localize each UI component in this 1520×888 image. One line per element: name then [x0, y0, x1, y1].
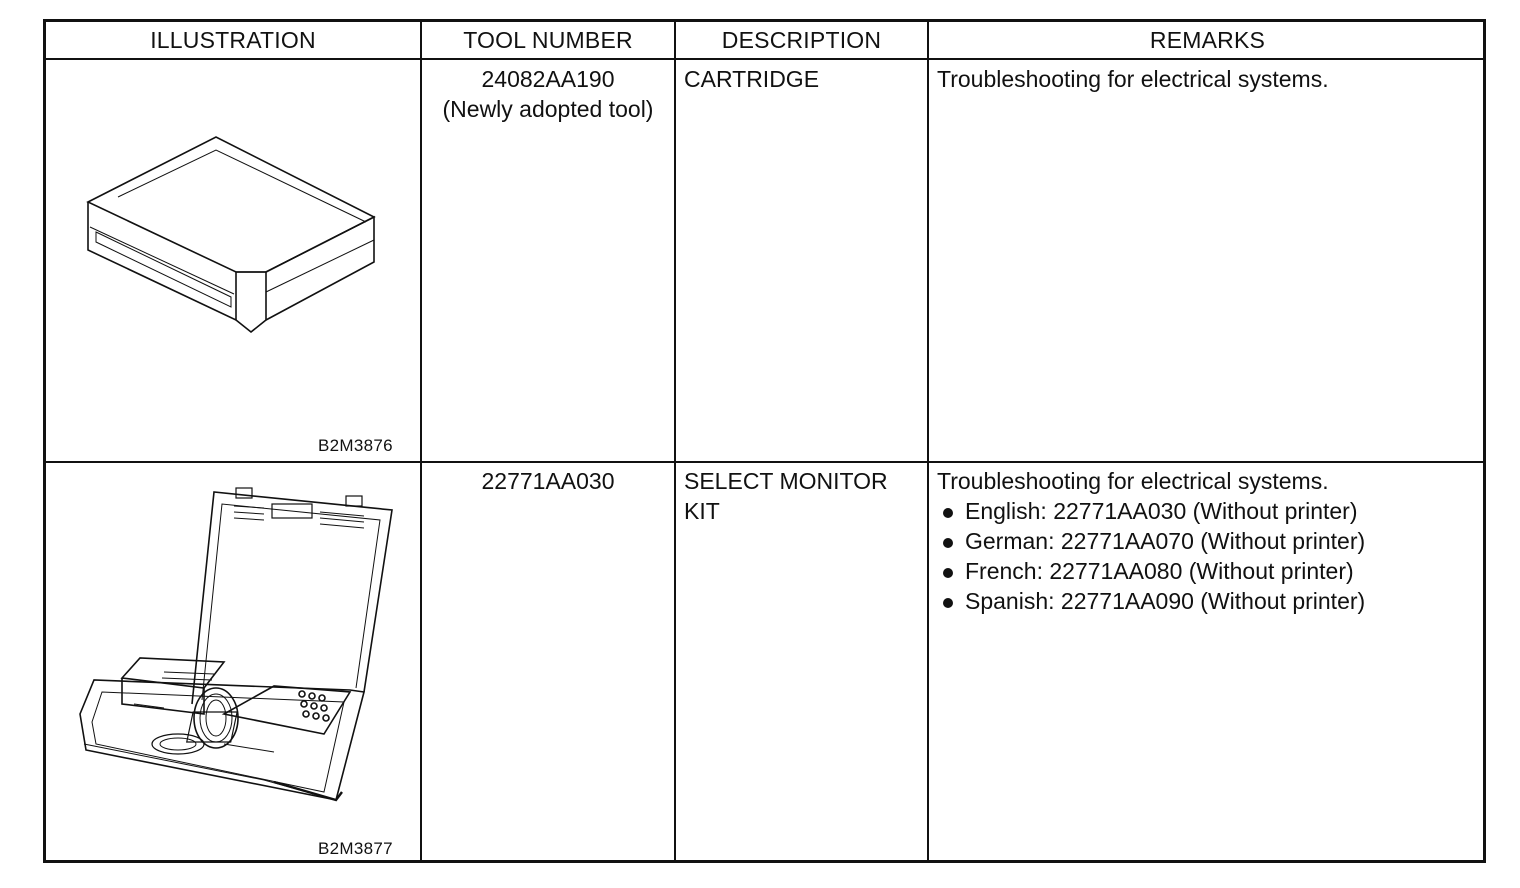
remarks-bullet: German: 22771AA070 (Without printer): [937, 526, 1477, 556]
illustration-code: B2M3877: [318, 839, 393, 858]
header-tool-number: TOOL NUMBER: [463, 26, 633, 53]
description-cell: [684, 466, 920, 526]
remarks-bullet: French: 22771AA080 (Without printer): [937, 556, 1477, 586]
tool-number: 22771AA030: [481, 468, 615, 494]
special-tools-table: [43, 19, 1486, 863]
row-divider: [46, 58, 1483, 60]
tool-number: 24082AA190: [481, 66, 615, 92]
header-remarks: REMARKS: [1149, 26, 1266, 53]
remarks-cell: [937, 466, 1477, 616]
description-cell: [684, 64, 920, 94]
column-divider: [927, 22, 929, 860]
cartridge-icon: [76, 122, 386, 342]
column-divider: [674, 22, 676, 860]
tool-number-cell: [422, 64, 674, 124]
remarks-bullet-list: [937, 496, 1477, 616]
select-monitor-kit-case-icon: [74, 482, 404, 802]
illustration-code: B2M3876: [318, 436, 393, 455]
row-divider: [46, 461, 1483, 463]
remarks-cell: [937, 64, 1477, 94]
description-line: CARTRIDGE: [684, 66, 820, 92]
description-line: SELECT MONITOR: [684, 468, 888, 494]
tool-note: (Newly adopted tool): [442, 96, 654, 122]
header-description: DESCRIPTION: [721, 26, 882, 53]
remarks-bullet: English: 22771AA030 (Without printer): [937, 496, 1477, 526]
column-divider: [420, 22, 422, 860]
remarks-bullet: Spanish: 22771AA090 (Without printer): [937, 586, 1477, 616]
description-line: KIT: [684, 498, 720, 524]
remarks-text: Troubleshooting for electrical systems.: [937, 66, 1329, 92]
tool-number-cell: [422, 466, 674, 496]
remarks-text: Troubleshooting for electrical systems.: [937, 468, 1329, 494]
header-illustration: ILLUSTRATION: [150, 26, 316, 53]
